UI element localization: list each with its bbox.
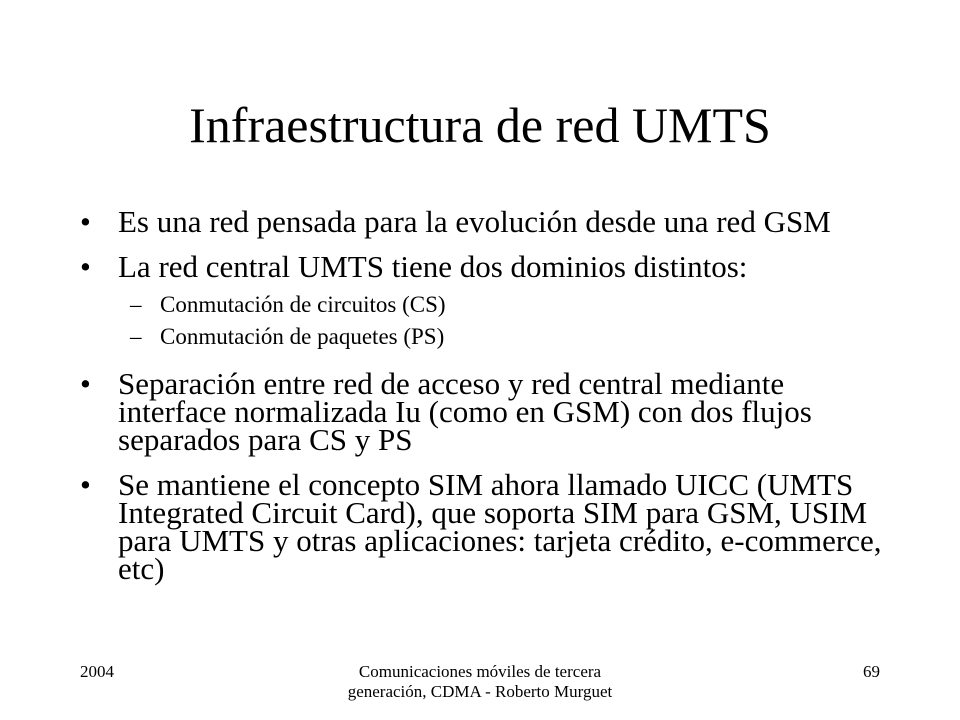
bullet-marker: • bbox=[80, 366, 91, 401]
sub-bullet-item bbox=[80, 292, 900, 318]
dash-marker: – bbox=[130, 292, 142, 317]
bullet-text: Se mantiene el concepto SIM ahora llamado UICC (UMTS Integrated Circuit Card), que soporta SIM para GSM, USIM para UMTS y otras aplicaciones: tarjeta crédito, e-commerce, etc) bbox=[118, 467, 882, 586]
slide-body bbox=[80, 204, 900, 600]
sub-bullet-list bbox=[80, 292, 900, 350]
bullet-text: La red central UMTS tiene dos dominios distintos: bbox=[118, 249, 748, 284]
bullet-item bbox=[80, 204, 900, 239]
bullet-marker: • bbox=[80, 467, 91, 502]
bullet-item bbox=[80, 467, 900, 586]
footer-course-title: Comunicaciones móviles de tercera generación, CDMA - Roberto Murguet bbox=[347, 662, 613, 701]
sub-bullet-item bbox=[80, 324, 900, 350]
bullet-text: Separación entre red de acceso y red central mediante interface normalizada Iu (como en GSM) con dos flujos separados para CS y PS bbox=[118, 366, 812, 457]
bullet-item bbox=[80, 249, 900, 284]
sub-bullet-text: Conmutación de circuitos (CS) bbox=[160, 292, 446, 317]
footer-page-number: 69 bbox=[863, 662, 880, 681]
bullet-item bbox=[80, 366, 900, 457]
footer-year: 2004 bbox=[80, 662, 114, 681]
dash-marker: – bbox=[130, 324, 142, 349]
bullet-marker: • bbox=[80, 249, 91, 284]
sub-bullet-text: Conmutación de paquetes (PS) bbox=[160, 324, 445, 349]
slide-title: Infraestructura de red UMTS bbox=[189, 97, 771, 153]
bullet-text: Es una red pensada para la evolución desde una red GSM bbox=[118, 204, 831, 239]
bullet-marker: • bbox=[80, 204, 91, 239]
